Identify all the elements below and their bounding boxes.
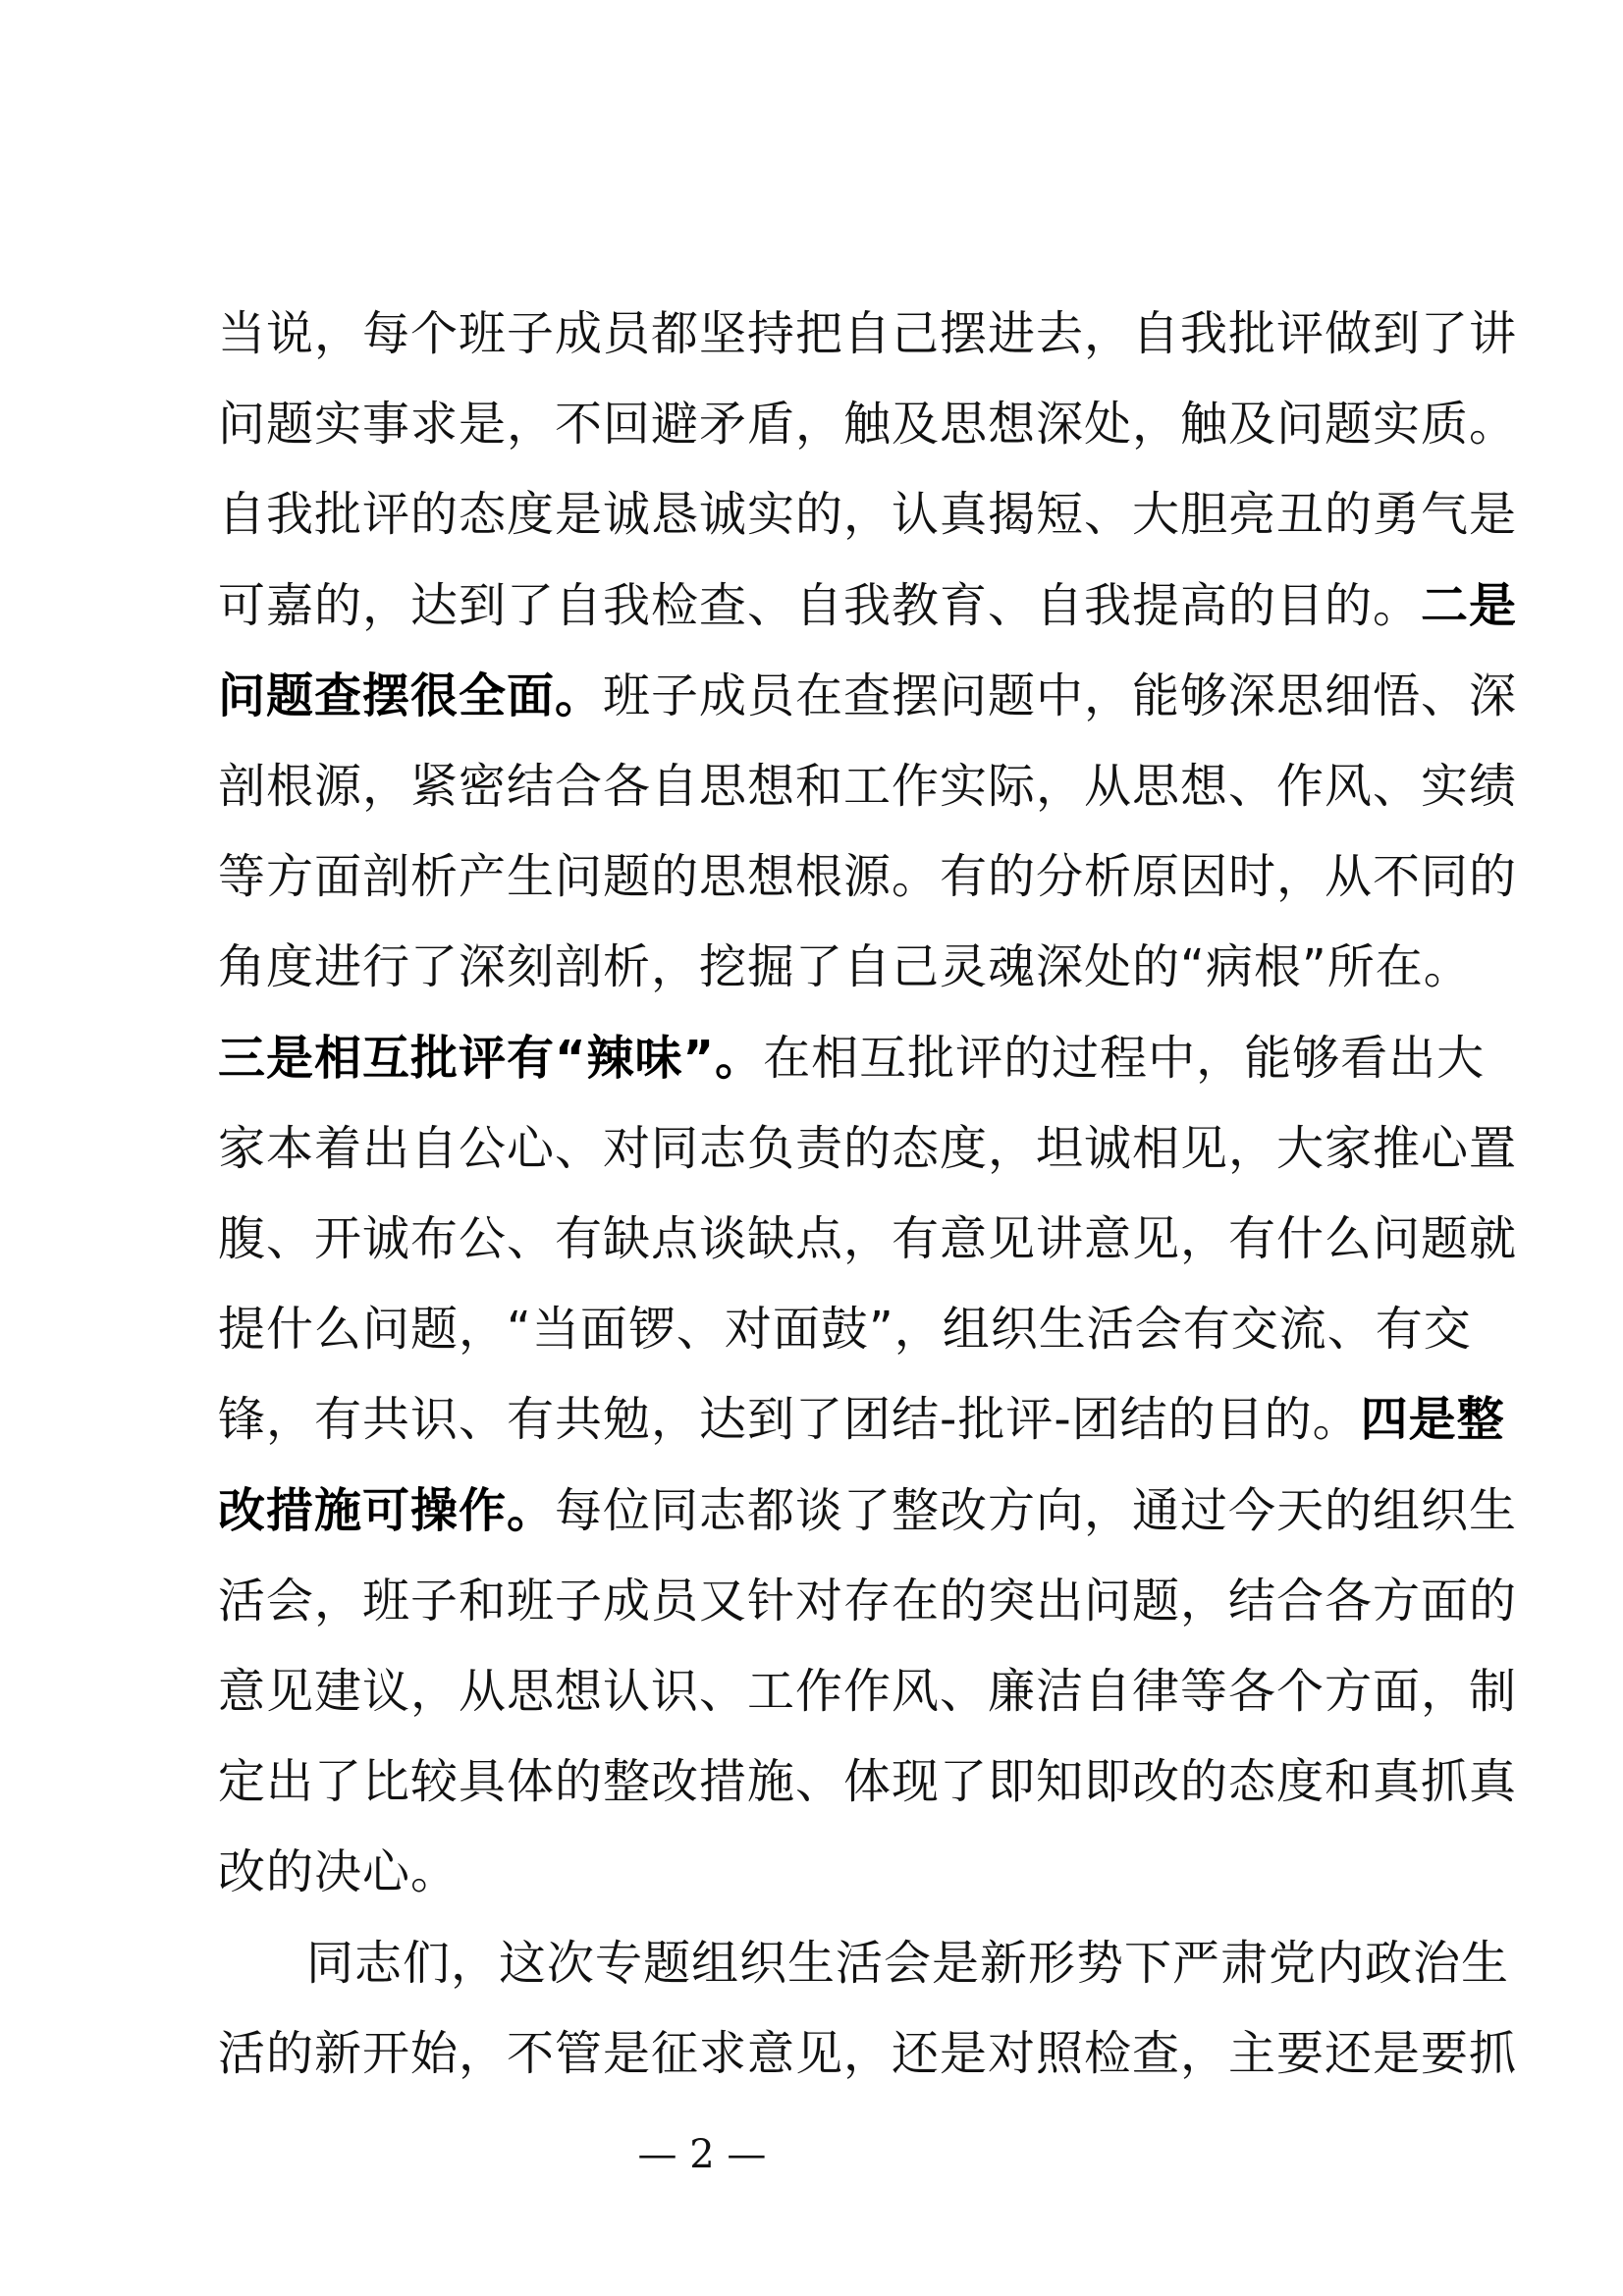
bold-heading-text: 问题查摆很全面。: [218, 667, 604, 723]
text-line: [218, 381, 1517, 467]
text-line: [218, 1196, 1517, 1282]
text-segment: 角度进行了深刻剖析，挖掘了自己灵魂深处的“病根”所在。: [218, 939, 1472, 995]
text-line: [218, 562, 1517, 649]
text-line: [218, 924, 1472, 1010]
bold-heading-text: 四是整: [1360, 1392, 1505, 1448]
text-segment: 同志们，这次专题组织生活会是新形势下严肃党内政治生: [306, 1935, 1510, 1991]
text-segment: 家本着出自公心、对同志负责的态度，坦诚相见，大家推心置: [218, 1120, 1518, 1176]
text-line: [306, 1920, 1509, 2006]
text-segment: 意见建议，从思想认识、工作作风、廉洁自律等各个方面，制: [218, 1664, 1518, 1719]
text-line: [218, 653, 1517, 739]
text-segment: 活的新开始，不管是征求意见，还是对照检查，主要还是要抓: [218, 2025, 1518, 2081]
text-segment: 提什么问题，“当面锣、对面鼓”，组织生活会有交流、有交: [218, 1302, 1472, 1358]
text-segment: 定出了比较具体的整改措施、体现了即知即改的态度和真抓真: [218, 1754, 1518, 1810]
text-segment: 自我批评的态度是诚恳诚实的，认真揭短、大胆亮丑的勇气是: [218, 487, 1518, 543]
text-line: [218, 1558, 1517, 1644]
text-segment: 在相互批评的过程中，能够看出大: [763, 1030, 1486, 1086]
text-line: [218, 1286, 1472, 1372]
text-segment: 当说，每个班子成员都坚持把自己摆进去，自我批评做到了讲: [218, 306, 1518, 361]
text-line: [218, 1648, 1517, 1735]
text-line: [218, 743, 1517, 829]
text-segment: 改的决心。: [218, 1844, 460, 1900]
text-line: [218, 1738, 1517, 1825]
text-line: [218, 833, 1517, 920]
bold-heading-text: 三是相互批评有“辣味”。: [218, 1030, 764, 1086]
text-segment: 可嘉的，达到了自我检查、自我教育、自我提高的目的。: [218, 577, 1422, 633]
text-line: [218, 291, 1517, 377]
page-number: — 2 —: [637, 2132, 767, 2177]
text-line: [218, 2010, 1517, 2097]
text-line: [218, 1015, 1485, 1101]
text-segment: 锋，有共识、有共勉，达到了团结-批评-团结的目的。: [218, 1392, 1361, 1448]
text-line: [218, 471, 1517, 558]
text-line: [218, 1468, 1517, 1554]
text-segment: 活会，班子和班子成员又针对存在的突出问题，结合各方面的: [218, 1573, 1518, 1629]
text-line: [218, 1376, 1505, 1463]
text-segment: 问题实事求是，不回避矛盾，触及思想深处，触及问题实质。: [218, 397, 1518, 453]
text-segment: 班子成员在查摆问题中，能够深思细悟、深: [603, 667, 1518, 723]
text-line: [218, 1105, 1517, 1192]
bold-heading-text: 改措施可操作。: [218, 1482, 556, 1538]
text-segment: 等方面剖析产生问题的思想根源。有的分析原因时，从不同的: [218, 849, 1518, 905]
text-segment: 剖根源，紧密结合各自思想和工作实际，从思想、作风、实绩: [218, 759, 1518, 814]
text-line: [218, 1829, 459, 1915]
bold-heading-text: 二是: [1421, 577, 1518, 633]
text-segment: 腹、开诚布公、有缺点谈缺点，有意见讲意见，有什么问题就: [218, 1211, 1518, 1266]
text-segment: 每位同志都谈了整改方向，通过今天的组织生: [555, 1482, 1518, 1538]
